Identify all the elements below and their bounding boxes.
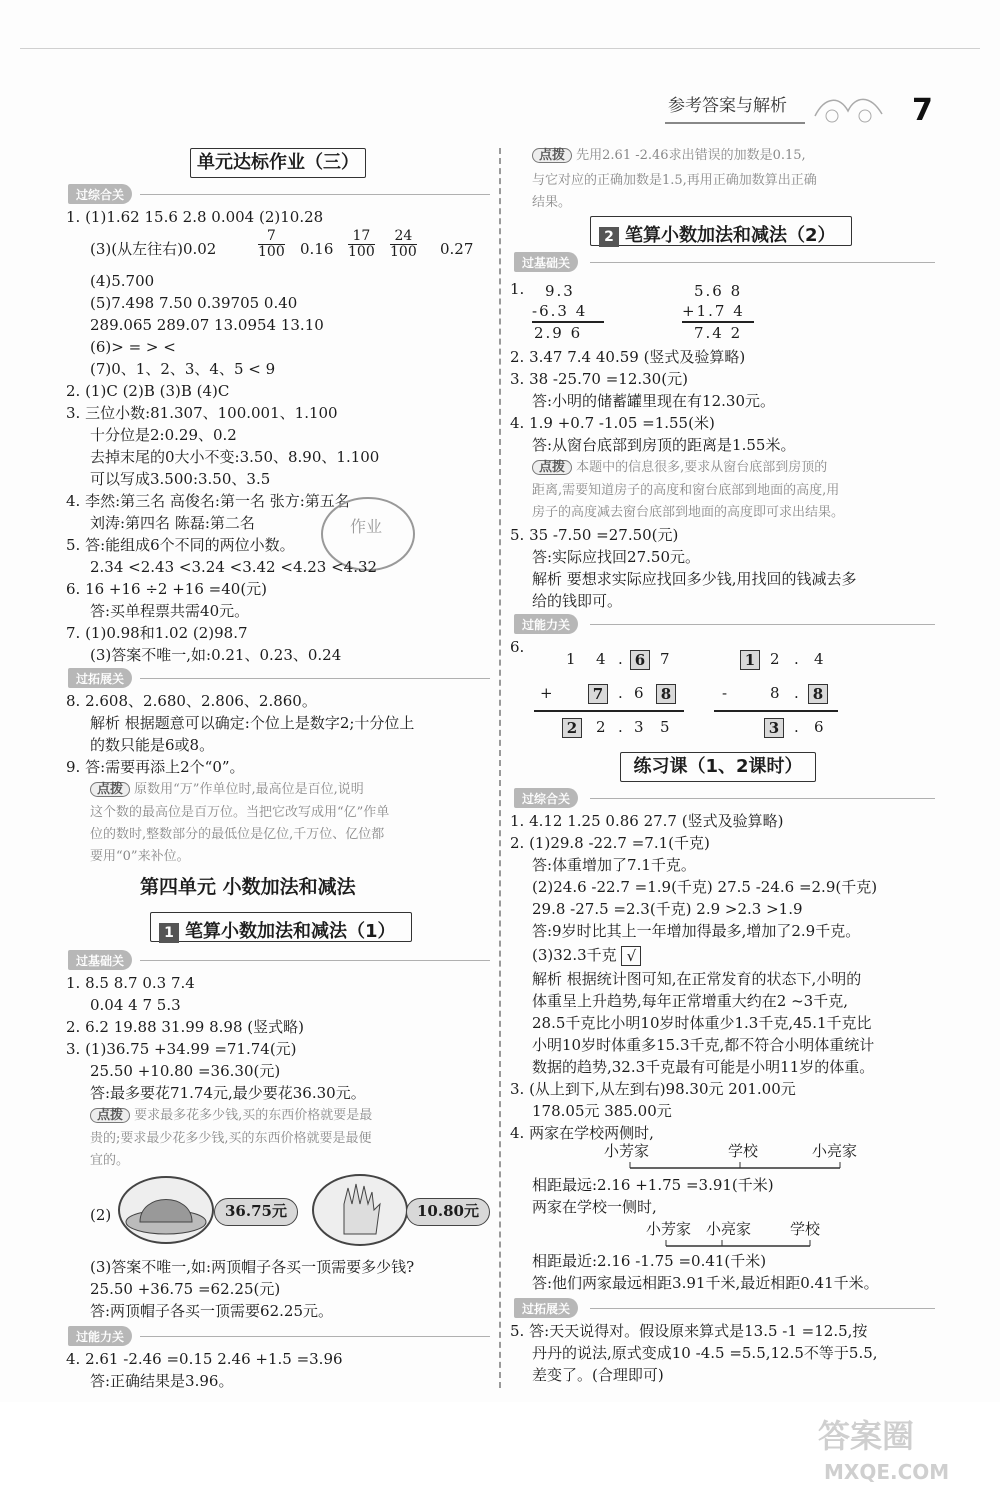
ans-4-line1: 4. 李然:第三名 高俊名:第一名 张方:第五名 (66, 492, 350, 510)
map1-line (620, 1160, 850, 1174)
map2-line (660, 1238, 820, 1252)
ans-8-line3: 的数只能是6或8。 (90, 736, 215, 754)
calc1-b: -6.3 4 (532, 302, 588, 320)
p2-rule (714, 710, 838, 712)
l2-ans-3-part3-line1: (3)答案不唯一,如:两顶帽子各买一顶需要多少钱? (90, 1258, 415, 1276)
p1-r1-d1: 1 (566, 650, 576, 668)
pr-ans-2-line2: 答:体重增加了7.1千克。 (532, 856, 696, 874)
tip-top-line1 (532, 148, 806, 163)
ans-1-line3a: (3)(从左往右)0.02 (90, 240, 217, 258)
tip-9-line1 (90, 782, 364, 797)
fraction-den: 100 (390, 244, 417, 261)
lesson2-title: 笔算小数加法和减法（2） (625, 225, 836, 246)
p2-r2-dot: . (794, 684, 799, 702)
r-ans-5-line1: 5. 35 -7.50 =27.50(元) (510, 526, 679, 544)
calc1-rule (532, 321, 604, 323)
pr-ans-2-line5: 答:9岁时比其上一年增加得最多,增加了2.9千克。 (532, 922, 861, 940)
tip-badge: 点拨 (90, 1108, 130, 1123)
p2-r1-box: 1 (740, 650, 760, 670)
map2-label-b: 小亮家 (706, 1220, 752, 1238)
p2-r1-dot: . (794, 650, 799, 668)
r-ans-5-line4: 给的钱即可。 (532, 592, 623, 610)
top-rule (20, 48, 980, 49)
ans-1-line5: (5)7.498 7.50 0.39705 0.40 (90, 294, 298, 312)
pr-ans-3-line2: 178.05元 385.00元 (532, 1102, 672, 1120)
badge-rule (590, 262, 935, 263)
badge-tuozhan: 过拓展关 (68, 668, 132, 688)
p2-r3-box: 3 (764, 718, 784, 738)
pr-ans-4-line3: 两家在学校一侧时, (532, 1198, 657, 1216)
fraction-3 (390, 229, 417, 261)
footer-url: MXQE.COM (824, 1460, 950, 1484)
r-tip-4-line2: 距离,需要知道房子的高度和窗台底部到地面的高度,用 (532, 483, 840, 498)
l2-ans-2: 2. 6.2 19.88 31.99 8.98 (竖式略) (66, 1018, 304, 1036)
p1-r3-box: 2 (562, 718, 582, 738)
l2-ans-4-line2: 答:正确结果是3.96。 (90, 1372, 234, 1390)
glove-price: 10.80元 (406, 1198, 490, 1226)
map2-label-c: 学校 (790, 1220, 821, 1238)
p2-r2-op: - (722, 684, 728, 702)
unit-title-box (190, 148, 366, 178)
unit4-title: 第四单元 小数加法和减法 (140, 876, 356, 898)
tip-l2-line2: 贵的;要求最少花多少钱,买的东西价格就要是最便 (90, 1131, 372, 1146)
r-ans-5-line2: 答:实际应找回27.50元。 (532, 548, 700, 566)
ans-3-line4: 可以写成3.500:3.50、3.5 (90, 470, 271, 488)
calc2-r: 7.4 2 (694, 324, 743, 342)
fraction-1 (258, 229, 285, 261)
badge-nengli-right: 过能力关 (514, 614, 578, 634)
unit-title: 单元达标作业（三） (197, 152, 359, 173)
badge-zonghe-right: 过综合关 (514, 788, 578, 808)
ans-3-line2: 十分位是2:0.29、0.2 (90, 426, 237, 444)
pr-ans-3-line1: 3. (从上到下,从左到右)98.30元 201.00元 (510, 1080, 796, 1098)
pr-ans-4-line5: 答:他们两家最远相距3.91千米,最近相距0.41千米。 (532, 1274, 879, 1292)
r-ans-1-label: 1. (510, 280, 525, 298)
tip-badge: 点拨 (90, 782, 130, 797)
ans-7-line2: (3)答案不唯一,如:0.21、0.23、0.24 (90, 646, 342, 664)
p2-r1-d2: 2 (770, 650, 780, 668)
ans-1-line3b: 0.16 (300, 240, 334, 258)
r-ans-3-line2: 答:小明的储蓄罐里现在有12.30元。 (532, 392, 775, 410)
p2-r2-d2: 8 (770, 684, 780, 702)
p2-r3-dot: . (794, 718, 799, 736)
pr-ans-2-line7: 解析 根据统计图可知,在正常发育的状态下,小明的 (532, 970, 862, 988)
badge-tuozhan-right: 过拓展关 (514, 1298, 578, 1318)
pr-ans-2-line4: 29.8 -27.5 =2.3(千克) 2.9 >2.3 >1.9 (532, 900, 803, 918)
ans-4-line2: 刘涛:第四名 陈磊:第二名 (90, 514, 255, 532)
pr-ans-2-line10: 小明10岁时体重多15.3千克,都不符合小明体重统计 (532, 1036, 875, 1054)
hat-price: 36.75元 (214, 1198, 298, 1226)
badge-zonghe: 过综合关 (68, 184, 132, 204)
p1-r3-d5: 5 (660, 718, 670, 736)
pr-ans-2-line11: 数据的趋势,32.3千克最有可能是小明11岁的体重。 (532, 1058, 875, 1076)
ans-3-line1: 3. 三位小数:81.307、100.001、1.100 (66, 404, 338, 422)
pr-ans-2-part3: (3)32.3千克 (532, 946, 617, 964)
lesson2-number: 2 (599, 227, 619, 247)
tip-text: 本题中的信息很多,要求从窗台底部到房顶的 (576, 460, 828, 475)
pr-ans-2-line3: (2)24.6 -22.7 =1.9(千克) 27.5 -24.6 =2.9(千克) (532, 878, 878, 896)
badge-rule (590, 624, 935, 625)
fraction-den: 100 (258, 244, 285, 261)
fraction-num: 17 (352, 228, 371, 244)
badge-rule (140, 1336, 490, 1337)
badge-jichu-right: 过基础关 (514, 252, 578, 272)
fraction-num: 7 (266, 228, 276, 244)
r-ans-4-line1: 4. 1.9 +0.7 -1.05 =1.55(米) (510, 414, 715, 432)
ans-6-line2: 答:买单程票共需40元。 (90, 602, 250, 620)
calc1-a: 9.3 (545, 282, 575, 300)
lesson1-heading (159, 917, 396, 943)
lesson1-number: 1 (159, 923, 179, 943)
ans-7-line1: 7. (1)0.98和1.02 (2)98.7 (66, 624, 248, 642)
ans-8-line2: 解析 根据题意可以确定:个位上是数字2;十分位上 (90, 714, 415, 732)
r-ans-6-label: 6. (510, 638, 525, 656)
tip-l2-line3: 宜的。 (90, 1153, 130, 1168)
calc2-b: +1.7 4 (682, 302, 745, 320)
p2-r1-d4: 4 (814, 650, 824, 668)
badge-nengli: 过能力关 (68, 1326, 132, 1346)
r-ans-2: 2. 3.47 7.4 40.59 (竖式及验算略) (510, 348, 746, 366)
badge-rule (140, 194, 490, 195)
pr-ans-4-line1: 4. 两家在学校两侧时, (510, 1124, 654, 1142)
ans-1-line7: (6)> = > < (90, 338, 176, 356)
l2-ans-3-part3-line3: 答:两顶帽子各买一顶需要62.25元。 (90, 1302, 333, 1320)
p1-r3-d4: 3 (634, 718, 644, 736)
r-tip-4-line1 (532, 460, 827, 475)
l2-ans-1-line1: 1. 8.5 8.7 0.3 7.4 (66, 974, 195, 992)
badge-rule (140, 678, 490, 679)
pr-ans-2-line8: 体重呈上升趋势,每年正常增重大约在2 ~3千克, (532, 992, 848, 1010)
p2-r2-box: 8 (808, 684, 828, 704)
header-underline (665, 122, 805, 124)
r-ans-5-line3: 解析 要想求实际应找回多少钱,用找回的钱减去多 (532, 570, 857, 588)
r-ans-4-line2: 答:从窗台底部到房顶的距离是1.55米。 (532, 436, 796, 454)
tip-9-line3: 位的数时,整数部分的最低位是亿位,千万位、亿位都 (90, 827, 385, 842)
ans-6-line1: 6. 16 +16 ÷2 +16 =40(元) (66, 580, 268, 598)
badge-jichu: 过基础关 (68, 950, 132, 970)
pr-ans-4-line4: 相距最近:2.16 -1.75 =0.41(千米) (532, 1252, 767, 1270)
p1-r2-d4: 6 (634, 684, 644, 702)
pr-ans-5-line1: 5. 答:天天说得对。假设原来算式是13.5 -1 =12.5,按 (510, 1322, 868, 1340)
glove-icon (314, 1176, 406, 1244)
r-tip-4-line3: 房子的高度减去窗台底部到地面的高度即可求出结果。 (532, 505, 845, 520)
map2-label-a: 小芳家 (646, 1220, 692, 1238)
pr-ans-2-line9: 28.5千克比小明10岁时体重少1.3千克,45.1千克比 (532, 1014, 872, 1032)
check-box: √ (621, 946, 641, 966)
ans-1-line4: (4)5.700 (90, 272, 155, 290)
pr-ans-2-line1: 2. (1)29.8 -22.7 =7.1(千克) (510, 834, 710, 852)
l2-ans-3-part3-line2: 25.50 +36.75 =62.25(元) (90, 1280, 281, 1298)
l2-ans-3-part2-label: (2) (90, 1206, 112, 1224)
l2-ans-3-line1: 3. (1)36.75 +34.99 =71.74(元) (66, 1040, 297, 1058)
pr-ans-1: 1. 4.12 1.25 0.86 27.7 (竖式及验算略) (510, 812, 784, 830)
pr-ans-2-line6 (532, 946, 641, 966)
ans-1-line3c: 0.27 (440, 240, 474, 258)
p1-r2-dot: . (618, 684, 623, 702)
lesson2-title-box (590, 216, 852, 246)
p1-r1-d5: 7 (660, 650, 670, 668)
fraction-2 (348, 229, 375, 261)
tip-badge: 点拨 (532, 460, 572, 475)
ans-1-line8: (7)0、1、2、3、4、5 < 9 (90, 360, 276, 378)
lesson1-title: 笔算小数加法和减法（1） (185, 921, 396, 942)
map1-label-a: 小芳家 (604, 1142, 650, 1160)
ans-1-line6: 289.065 289.07 13.0954 13.10 (90, 316, 324, 334)
footer-logo: 答案圈 (818, 1417, 915, 1455)
fraction-den: 100 (348, 244, 375, 261)
ans-2: 2. (1)C (2)B (3)B (4)C (66, 382, 230, 400)
l2-ans-3-line2: 25.50 +10.80 =36.30(元) (90, 1062, 281, 1080)
lesson2-heading (599, 221, 836, 247)
ans-9: 9. 答:需要再添上2个“0”。 (66, 758, 245, 776)
hat-icon (120, 1178, 212, 1242)
p1-r2-box2: 8 (656, 684, 676, 704)
map1-label-b: 学校 (728, 1142, 759, 1160)
tip-text: 要求最多花多少钱,买的东西价格就要是最 (134, 1108, 373, 1123)
badge-rule (140, 960, 490, 961)
p1-r1-d2: 4 (596, 650, 606, 668)
ans-3-line3: 去掉末尾的0大小不变:3.50、8.90、1.100 (90, 448, 380, 466)
ans-5-line2: 2.34 <2.43 <3.24 <3.42 <4.23 <4.32 (90, 558, 378, 576)
column-divider (499, 148, 501, 1388)
tip-badge: 点拨 (532, 148, 572, 163)
header-title: 参考答案与解析 (668, 96, 787, 116)
l2-ans-4-line1: 4. 2.61 -2.46 =0.15 2.46 +1.5 =3.96 (66, 1350, 343, 1368)
p1-r2-op: + (540, 684, 553, 702)
header-doodle-icon (810, 86, 890, 130)
ans-1-line1: 1. (1)1.62 15.6 2.8 0.004 (2)10.28 (66, 208, 324, 226)
calc2-a: 5.6 8 (694, 282, 743, 300)
ans-5-line1: 5. 答:能组成6个不同的两位小数。 (66, 536, 295, 554)
calc1-r: 2.9 6 (534, 324, 583, 342)
tip-top-line3: 结果。 (532, 195, 572, 210)
r-ans-3-line1: 3. 38 -25.70 =12.30(元) (510, 370, 688, 388)
l2-ans-1-line2: 0.04 4 7 5.3 (90, 996, 181, 1014)
badge-rule (590, 1308, 935, 1309)
fraction-num: 24 (394, 228, 413, 244)
p1-r1-box: 6 (630, 650, 650, 670)
p1-r3-d2: 2 (596, 718, 606, 736)
stamp-text: 作业 (350, 517, 383, 536)
pr-ans-5-line2: 丹丹的说法,原式变成10 -4.5 =5.5,12.5不等于5.5, (532, 1344, 878, 1362)
page-number: 7 (912, 93, 933, 128)
tip-text: 先用2.61 -2.46求出错误的加数是0.15, (576, 148, 806, 163)
practice-title-box (620, 752, 816, 782)
pr-ans-4-line2: 相距最远:2.16 +1.75 =3.91(千米) (532, 1176, 774, 1194)
p2-r3-d3: 6 (814, 718, 824, 736)
badge-rule (590, 798, 935, 799)
glove-image (312, 1174, 408, 1246)
p1-r3-dot: . (618, 718, 623, 736)
p1-r2-box1: 7 (588, 684, 608, 704)
ans-8-line1: 8. 2.608、2.680、2.806、2.860。 (66, 692, 317, 710)
practice-title: 练习课（1、2课时） (633, 756, 803, 777)
tip-top-line2: 与它对应的正确加数是1.5,再用正确加数算出正确 (532, 173, 817, 188)
lesson1-title-box (150, 912, 412, 942)
pr-ans-5-line3: 差变了。(合理即可) (532, 1366, 664, 1384)
footer-area (0, 1402, 1000, 1491)
calc2-rule (682, 321, 754, 323)
tip-9-line2: 这个数的最高位是百万位。当把它改写成用“亿”作单 (90, 805, 390, 820)
map1-label-c: 小亮家 (812, 1142, 858, 1160)
p1-rule (534, 710, 684, 712)
tip-9-line4: 要用“0”来补位。 (90, 849, 190, 864)
l2-ans-3-line3: 答:最多要花71.74元,最少要花36.30元。 (90, 1084, 366, 1102)
hat-image (118, 1176, 214, 1244)
tip-l2-line1 (90, 1108, 372, 1123)
p1-r1-dot: . (618, 650, 623, 668)
tip-text: 原数用“万”作单位时,最高位是百位,说明 (134, 782, 364, 797)
